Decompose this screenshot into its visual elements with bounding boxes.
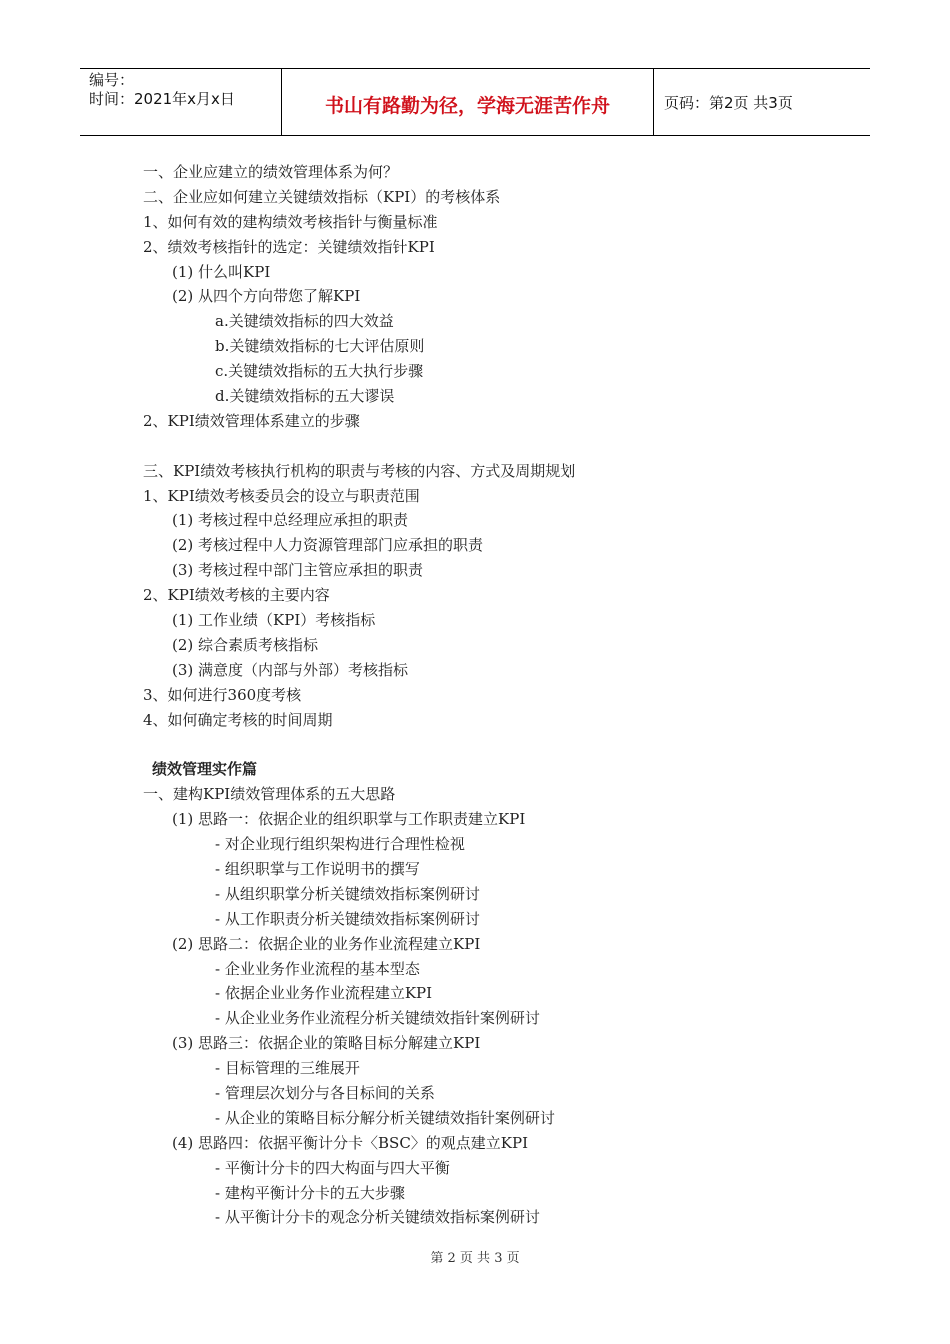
outline-item: 三、KPI绩效考核执行机构的职责与考核的内容、方式及周期规划 (143, 461, 576, 480)
document-body (0, 160, 950, 1230)
outline-item: 一、建构KPI绩效管理体系的五大思路 (143, 785, 396, 804)
outline-item: (2) 从四个方向带您了解KPI (172, 287, 361, 306)
outline-item: 2、KPI绩效考核的主要内容 (143, 586, 330, 605)
outline-item: c.关键绩效指标的五大执行步骤 (215, 362, 424, 381)
outline-item: - 平衡计分卡的四大构面与四大平衡 (215, 1158, 450, 1177)
outline-item: (2) 思路二：依据企业的业务作业流程建立KPI (172, 934, 481, 953)
blank-line (0, 732, 950, 757)
outline-item: - 目标管理的三维展开 (215, 1059, 360, 1078)
outline-item: - 对企业现行组织架构进行合理性检视 (215, 835, 465, 854)
outline-item: (1) 什么叫KPI (172, 262, 271, 281)
blank-line (0, 434, 950, 459)
number-label: 编号： (89, 71, 135, 89)
outline-item: (2) 综合素质考核指标 (172, 635, 319, 654)
outline-item: - 建构平衡计分卡的五大步骤 (215, 1183, 405, 1202)
outline-item: 2、KPI绩效管理体系建立的步骤 (143, 411, 360, 430)
outline-item: (1) 工作业绩（KPI）考核指标 (172, 611, 376, 630)
outline-item: (3) 考核过程中部门主管应承担的职责 (172, 561, 424, 580)
outline-item: - 管理层次划分与各目标间的关系 (215, 1083, 435, 1102)
header-motto: 书山有路勤为径，学海无涯苦作舟 (282, 69, 654, 135)
outline-item: (1) 考核过程中总经理应承担的职责 (172, 511, 409, 530)
header-meta (80, 69, 282, 135)
outline-item: 4、如何确定考核的时间周期 (143, 710, 333, 729)
outline-item: 3、如何进行360度考核 (143, 685, 302, 704)
outline-item: - 从企业业务作业流程分析关键绩效指针案例研讨 (215, 1009, 540, 1028)
outline-item: (2) 考核过程中人力资源管理部门应承担的职责 (172, 536, 484, 555)
page-footer: 第 2 页 共 3 页 (430, 1251, 520, 1266)
outline-item: (4) 思路四：依据平衡计分卡〈BSC〉的观点建立KPI (172, 1133, 529, 1152)
outline-item: 2、绩效考核指针的选定：关键绩效指针KPI (143, 237, 435, 256)
outline-item: 二、企业应如何建立关键绩效指标（KPI）的考核体系 (143, 187, 501, 206)
date-line: 时间：2021年x月x日 (89, 90, 235, 108)
outline-item: - 组织职掌与工作说明书的撰写 (215, 859, 420, 878)
outline-item: - 从工作职责分析关键绩效指标案例研讨 (215, 909, 480, 928)
outline-item: - 从企业的策略目标分解分析关键绩效指针案例研讨 (215, 1108, 555, 1127)
page-header (80, 68, 870, 136)
outline-item: (1) 思路一：依据企业的组织职掌与工作职责建立KPI (172, 810, 526, 829)
outline-item: b.关键绩效指标的七大评估原则 (215, 337, 425, 356)
outline-item: (3) 思路三：依据企业的策略目标分解建立KPI (172, 1034, 481, 1053)
outline-item: - 依据企业业务作业流程建立KPI (215, 984, 433, 1003)
outline-item: a.关键绩效指标的四大效益 (215, 312, 394, 331)
outline-item: (3) 满意度（内部与外部）考核指标 (172, 660, 409, 679)
outline-item: - 从平衡计分卡的观念分析关键绩效指标案例研讨 (215, 1208, 540, 1227)
outline-item: 一、企业应建立的绩效管理体系为何？ (143, 163, 399, 181)
outline-item: d.关键绩效指标的五大谬误 (215, 387, 395, 406)
section-heading: 绩效管理实作篇 (152, 760, 258, 779)
outline-item: 1、如何有效的建构绩效考核指针与衡量标准 (143, 212, 438, 231)
header-page-info: 页码：第2页 共3页 (664, 93, 793, 112)
outline-item: - 企业业务作业流程的基本型态 (215, 959, 420, 978)
outline-item: - 从组织职掌分析关键绩效指标案例研讨 (215, 884, 480, 903)
outline-item: 1、KPI绩效考核委员会的设立与职责范围 (143, 486, 420, 505)
